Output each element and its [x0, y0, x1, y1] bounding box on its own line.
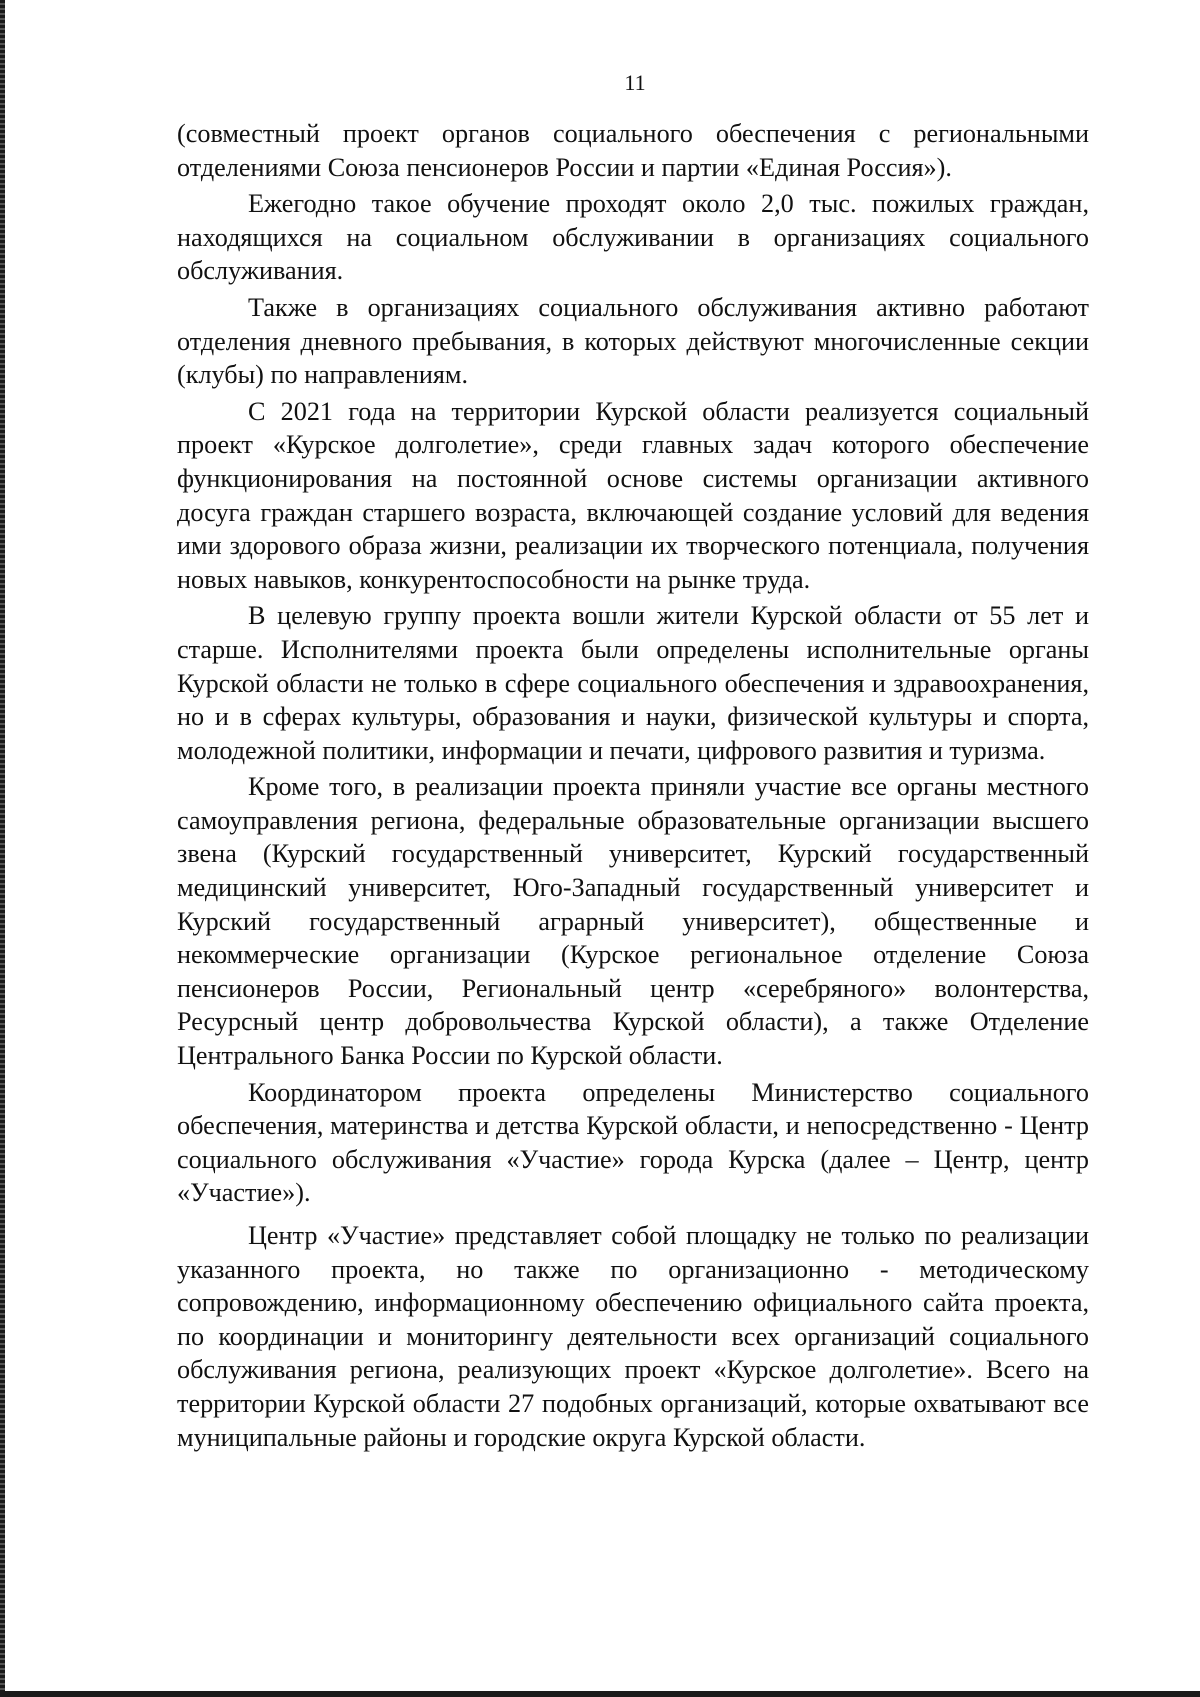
- page-number: 11: [624, 70, 646, 95]
- scan-edge-left: [0, 0, 5, 1697]
- paragraph-center-role: Центр «Участие» представляет собой площадку не только по реализации указанного проекта, но также по организационно - методическому сопровождению, информационному обеспечению официального сайта проекта, по координации и мониторингу деятельности всех организаций социального обслуживания региона, реализующих проект «Курское долголетие». Всего на территории Курской области 27 подобных организаций, которые охватывают все муниципальные районы и городские округа Курской области.: [177, 1221, 1089, 1452]
- paragraph-participants: Кроме того, в реализации проекта приняли участие все органы местного самоуправления региона, федеральные образовательные организации высшего звена (Курский государственный университет, Курский государственный медицинский университет, Юго-Западный государственный университет и Курский государственный аграрный университет), общественные и некоммерческие организации (Курское региональное отделение Союза пенсионеров России, Региональный центр «серебряного» волонтерства, Ресурсный центр добровольчества Курской области), а также Отделение Центрального Банка России по Курской области.: [177, 772, 1089, 1071]
- paragraph-day-care: Также в организациях социального обслуживания активно работают отделения дневного пребывания, в которых действуют многочисленные секции (клубы) по направлениям.: [177, 292, 1089, 390]
- document-body: [177, 117, 1089, 1454]
- paragraph-continuation: (совместный проект органов социального обеспечения с региональными отделениями Союза пенсионеров России и партии «Единая Россия»).: [177, 119, 1089, 182]
- paragraph-target-group: В целевую группу проекта вошли жители Курской области от 55 лет и старше. Исполнителями проекта были определены исполнительные органы Курской области не только в сфере социального обеспечения и здравоохранения, но и в сферах культуры, образования и науки, физической культуры и спорта, молодежной политики, информации и печати, цифрового развития и туризма.: [177, 601, 1089, 765]
- paragraph-project-launch: С 2021 года на территории Курской области реализуется социальный проект «Курское долголетие», среди главных задач которого обеспечение функционирования на постоянной основе системы организации активного досуга граждан старшего возраста, включающей создание условий для ведения ими здорового образа жизни, реализации их творческого потенциала, получения новых навыков, конкурентоспособности на рынке труда.: [177, 396, 1089, 594]
- scan-edge-bottom: [0, 1691, 1200, 1697]
- paragraph-coordinator: Координатором проекта определены Министерство социального обеспечения, материнства и детства Курской области, и непосредственно - Центр социального обслуживания «Участие» города Курска (далее – Центр, центр «Участие»).: [177, 1077, 1089, 1208]
- paragraph-annual-training: Ежегодно такое обучение проходят около 2,0 тыс. пожилых граждан, находящихся на социальном обслуживании в организациях социального обслуживания.: [177, 189, 1089, 286]
